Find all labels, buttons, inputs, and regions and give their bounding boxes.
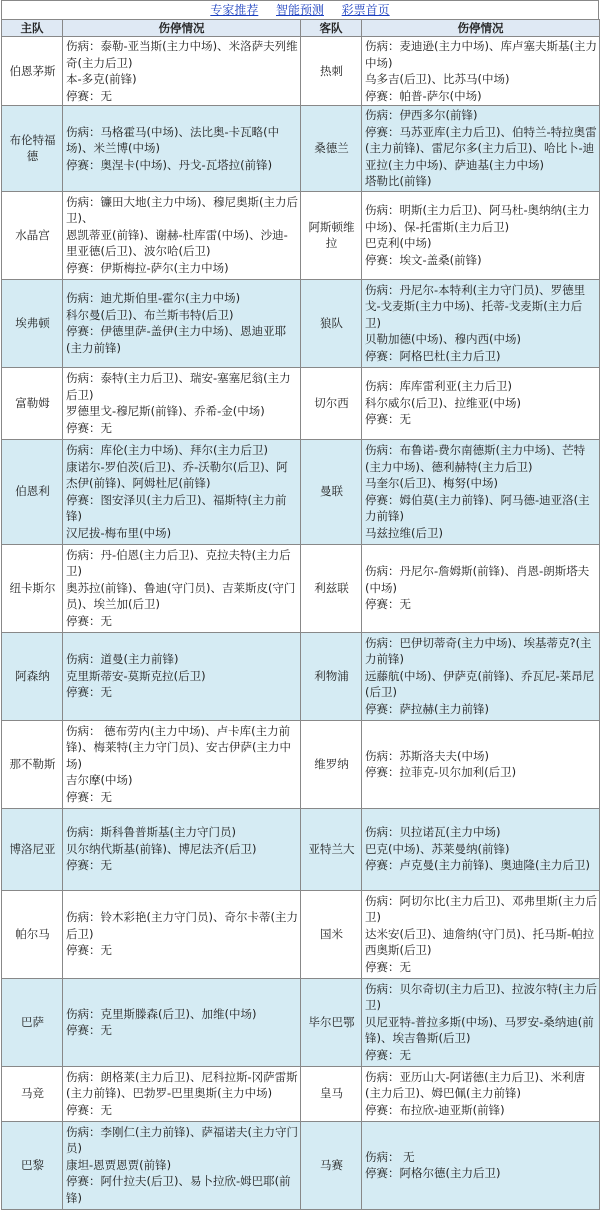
away-injury-info — [362, 279, 600, 367]
injury-line: 停赛：萨拉赫(主力前锋) — [365, 701, 489, 716]
injury-line: 康诺尔-罗伯茨(后卫)、乔-沃勒尔(后卫)、阿杰伊(前锋)、阿姆杜尼(前锋) — [66, 459, 288, 490]
injury-line: 停赛：埃文-盖桑(前锋) — [365, 252, 482, 267]
injury-line: 伤病：李刚仁(主力前锋)、萨福诺夫(主力守门员) — [66, 1124, 298, 1156]
away-team-name: 狼队 — [301, 279, 362, 367]
home-team-name: 布伦特福德 — [2, 106, 63, 192]
away-injury-info — [362, 890, 600, 978]
home-injury-info — [63, 544, 301, 632]
injury-line: 伤病：丹尼尔-本特利(主力守门员)、罗德里戈-戈麦斯(主力中场)、托蒂-戈麦斯(主力后卫) — [365, 282, 586, 330]
injury-line: 塔勒比(前锋) — [365, 174, 432, 188]
injury-line: 本-多克(前锋) — [66, 72, 137, 86]
injury-line: 伤病：伊西多尔(前锋) — [365, 108, 478, 122]
injury-line: 康坦-恩贾恩贾(前锋) — [66, 1157, 172, 1172]
table-row — [2, 1121, 600, 1209]
home-team-name: 帕尔马 — [2, 890, 63, 978]
injury-line: 停赛：无 — [365, 597, 411, 612]
home-team-name: 伯恩茅斯 — [2, 37, 63, 106]
injury-report — [1, 0, 599, 1210]
table-row — [2, 1066, 600, 1121]
home-injury-info — [63, 191, 301, 279]
home-team-name: 阿森纳 — [2, 632, 63, 720]
injury-line: 停赛：布拉欣-迪亚斯(前锋) — [365, 1102, 505, 1117]
injury-line: 停赛：阿什拉夫(后卫)、易卜拉欣-姆巴耶(前锋) — [66, 1174, 291, 1205]
injury-line: 贝勒加德(中场)、穆内西(中场) — [365, 332, 521, 347]
table-row — [2, 106, 600, 192]
injury-line: 科尔曼(后卫)、布兰斯韦特(后卫) — [66, 307, 234, 322]
away-team-name: 维罗纳 — [301, 720, 362, 808]
injury-line: 马兹拉维(后卫) — [365, 525, 443, 540]
home-team-name: 埃弗顿 — [2, 279, 63, 367]
table-row — [2, 367, 600, 439]
home-injury-info — [63, 106, 301, 192]
table-header-row — [2, 20, 600, 37]
injury-line: 伤病：克里斯滕森(后卫)、加维(中场) — [66, 1006, 257, 1021]
injury-line: 恩凯蒂亚(前锋)、谢赫-杜库雷(中场)、沙迪-里亚德(后卫)、波尔哈(后卫) — [66, 227, 288, 259]
injury-line: 停赛：伊德里萨-盖伊(主力中场)、恩迪亚耶(主力前锋) — [66, 324, 287, 355]
table-row — [2, 808, 600, 890]
away-injury-info — [362, 439, 600, 544]
home-team-name: 纽卡斯尔 — [2, 544, 63, 632]
table-row — [2, 890, 600, 978]
injury-line: 停赛：姆伯莫(主力前锋)、阿马德-迪亚洛(主力前锋) — [365, 492, 590, 523]
top-nav — [1, 0, 599, 19]
table-row — [2, 37, 600, 106]
away-team-name: 亚特兰大 — [301, 808, 362, 890]
injury-line: 停赛：帕普-萨尔(中场) — [365, 88, 482, 103]
injury-line: 伤病：道曼(主力前锋) — [66, 652, 179, 667]
injury-line: 停赛：马苏亚库(主力后卫)、伯特兰-特拉奥雷(主力前锋)、雷尼尔多(主力后卫)、哈比卜-迪亚拉(主力中场)、萨迪基(主力中场) — [365, 124, 597, 172]
away-injury-info — [362, 106, 600, 192]
injury-line: 伤病：贝拉诺瓦(主力中场) — [365, 825, 501, 840]
home-injury-info — [63, 1066, 301, 1121]
away-injury-info — [362, 1066, 600, 1121]
away-team-name: 切尔西 — [301, 367, 362, 439]
nav-link-lottery-home[interactable]: 彩票首页 — [341, 3, 390, 17]
table-row — [2, 632, 600, 720]
injury-line: 巴克利(中场) — [365, 236, 432, 250]
home-injury-info — [63, 978, 301, 1066]
injury-line: 停赛：图安泽贝(主力后卫)、福斯特(主力前锋) — [66, 492, 287, 523]
injury-line: 达米安(后卫)、迪詹纳(守门员)、托马斯-帕拉西奥斯(后卫) — [365, 926, 595, 958]
table-row — [2, 279, 600, 367]
away-injury-info — [362, 37, 600, 106]
header-away-info: 伤停情况 — [362, 20, 600, 37]
injury-line: 停赛：无 — [66, 1023, 112, 1037]
injury-line: 伤病：迪尤斯伯里-霍尔(主力中场) — [66, 291, 241, 305]
injury-line: 伤病：明斯(主力后卫)、阿马杜-奥纳纳(主力中场)、保-托雷斯(主力后卫) — [365, 203, 590, 234]
away-team-name: 曼联 — [301, 439, 362, 544]
injury-line: 伤病： 德布劳内(主力中场)、卢卡库(主力前锋)、梅莱特(主力守门员)、安古伊萨(主力中场) — [66, 723, 291, 771]
home-injury-info — [63, 808, 301, 890]
injury-line: 伤病：斯科鲁普斯基(主力守门员) — [66, 825, 236, 840]
injury-line: 罗德里戈-穆尼斯(前锋)、乔希-金(中场) — [66, 404, 265, 418]
injury-line: 马奎尔(后卫)、梅努(中场) — [365, 476, 498, 490]
injury-line: 停赛：无 — [365, 959, 411, 974]
injury-line: 停赛：阿格尔德(主力后卫) — [365, 1166, 501, 1180]
injury-line: 汉尼拔-梅布里(中场) — [66, 525, 172, 540]
injury-line: 伤病：巴伊切蒂奇(主力中场)、埃基蒂克?(主力前锋) — [365, 635, 592, 667]
injury-line: 停赛：拉菲克-贝尔加利(后卫) — [365, 765, 517, 779]
away-injury-info — [362, 720, 600, 808]
injury-line: 停赛：无 — [66, 943, 112, 958]
injury-line: 乌多吉(后卫)、比苏马(中场) — [365, 72, 510, 86]
injury-line: 吉尔摩(中场) — [66, 773, 133, 788]
injury-table — [1, 19, 600, 1210]
away-injury-info — [362, 191, 600, 279]
away-injury-info — [362, 367, 600, 439]
injury-line: 停赛：无 — [66, 858, 112, 873]
injury-line: 停赛：无 — [365, 412, 411, 427]
table-row — [2, 439, 600, 544]
injury-line: 伤病：泰勒-亚当斯(主力中场)、米洛萨夫列维奇(主力后卫) — [66, 39, 298, 70]
injury-line: 伤病：布鲁诺-费尔南德斯(主力中场)、芒特(主力中场)、德利赫特(主力后卫) — [365, 443, 586, 474]
injury-line: 伤病：泰特(主力后卫)、瑞安-塞塞尼翁(主力后卫) — [66, 371, 291, 402]
away-team-name: 毕尔巴鄂 — [301, 978, 362, 1066]
home-injury-info — [63, 890, 301, 978]
injury-line: 伤病：阿切尔比(主力后卫)、邓弗里斯(主力后卫) — [365, 893, 597, 925]
home-injury-info — [63, 720, 301, 808]
table-row — [2, 544, 600, 632]
table-row — [2, 978, 600, 1066]
home-team-name: 伯恩利 — [2, 439, 63, 544]
away-team-name: 热刺 — [301, 37, 362, 106]
home-team-name: 富勒姆 — [2, 367, 63, 439]
home-team-name: 巴黎 — [2, 1121, 63, 1209]
injury-line: 远藤航(中场)、伊萨克(前锋)、乔瓦尼-莱昂尼(后卫) — [365, 668, 595, 700]
away-injury-info — [362, 632, 600, 720]
injury-line: 停赛：无 — [365, 1047, 411, 1062]
injury-line: 停赛：阿格巴杜(主力后卫) — [365, 348, 501, 363]
home-injury-info — [63, 1121, 301, 1209]
table-row — [2, 720, 600, 808]
injury-line: 伤病：贝尔奇切(主力后卫)、拉波尔特(主力后卫) — [365, 981, 597, 1013]
injury-line: 停赛：无 — [66, 613, 112, 628]
injury-line: 停赛：无 — [66, 789, 112, 804]
home-team-name: 博洛尼亚 — [2, 808, 63, 890]
injury-line: 克里斯蒂安-莫斯克拉(后卫) — [66, 668, 206, 683]
home-injury-info — [63, 279, 301, 367]
injury-line: 停赛：无 — [66, 420, 112, 435]
table-body — [2, 37, 600, 1210]
injury-line: 贝尼亚特-普拉多斯(中场)、马罗安-桑纳迪(前锋)、埃吉鲁斯(后卫) — [365, 1014, 594, 1046]
injury-line: 停赛：无 — [66, 685, 112, 700]
away-injury-info — [362, 808, 600, 890]
home-injury-info — [63, 367, 301, 439]
away-team-name: 桑德兰 — [301, 106, 362, 192]
injury-line: 伤病：麦迪逊(主力中场)、库卢塞夫斯基(主力中场) — [365, 39, 597, 70]
nav-link-expert-recommend[interactable]: 专家推荐 — [210, 3, 259, 17]
injury-line: 奥苏拉(前锋)、鲁迪(守门员)、吉莱斯皮(守门员)、埃兰加(后卫) — [66, 580, 296, 612]
injury-line: 巴克(中场)、苏莱曼纳(前锋) — [365, 841, 510, 856]
injury-line: 伤病：马格霍马(中场)、法比奥-卡瓦略(中场)、米兰博(中场) — [66, 124, 280, 155]
nav-link-smart-predict[interactable]: 智能预测 — [275, 3, 324, 17]
away-team-name: 阿斯顿维拉 — [301, 191, 362, 279]
injury-line: 伤病：丹-伯恩(主力后卫)、克拉夫特(主力后卫) — [66, 547, 291, 579]
header-home: 主队 — [2, 20, 63, 37]
injury-line: 伤病：苏斯洛夫夫(中场) — [365, 748, 489, 763]
home-injury-info — [63, 37, 301, 106]
injury-line: 停赛：卢克曼(主力前锋)、奥迪隆(主力后卫) — [365, 858, 590, 873]
injury-line: 伤病：镰田大地(主力中场)、穆尼奥斯(主力后卫)、 — [66, 194, 298, 226]
home-injury-info — [63, 632, 301, 720]
away-injury-info — [362, 978, 600, 1066]
injury-line: 伤病：库库雷利亚(主力后卫) — [365, 379, 512, 394]
injury-line: 伤病：亚历山大-阿诺德(主力后卫)、米利唐(主力后卫)、姆巴佩(主力前锋) — [365, 1069, 586, 1101]
away-team-name: 利兹联 — [301, 544, 362, 632]
home-team-name: 巴萨 — [2, 978, 63, 1066]
injury-line: 停赛：伊斯梅拉-萨尔(主力中场) — [66, 260, 229, 275]
header-home-info: 伤停情况 — [63, 20, 301, 37]
away-team-name: 国米 — [301, 890, 362, 978]
injury-line: 停赛：无 — [66, 1102, 112, 1117]
home-team-name: 水晶宫 — [2, 191, 63, 279]
injury-line: 贝尔纳代斯基(前锋)、博尼法齐(后卫) — [66, 841, 257, 856]
header-away: 客队 — [301, 20, 362, 37]
injury-line: 停赛：无 — [66, 88, 112, 103]
table-row — [2, 191, 600, 279]
away-team-name: 利物浦 — [301, 632, 362, 720]
home-team-name: 马竞 — [2, 1066, 63, 1121]
injury-line: 伤病： 无 — [365, 1149, 415, 1164]
home-injury-info — [63, 439, 301, 544]
away-injury-info — [362, 1121, 600, 1209]
home-team-name: 那不勒斯 — [2, 720, 63, 808]
injury-line: 停赛：奥涅卡(中场)、丹戈-瓦塔拉(前锋) — [66, 157, 273, 172]
injury-line: 伤病：铃木彩艳(主力守门员)、奇尔卡蒂(主力后卫) — [66, 910, 298, 941]
injury-line: 伤病：丹尼尔-詹姆斯(前锋)、肖恩-朗斯塔夫(中场) — [365, 564, 590, 595]
away-injury-info — [362, 544, 600, 632]
injury-line: 伤病：库伦(主力中场)、拜尔(主力后卫) — [66, 443, 268, 457]
injury-line: 科尔威尔(后卫)、拉维亚(中场) — [365, 395, 521, 410]
away-team-name: 皇马 — [301, 1066, 362, 1121]
injury-line: 伤病：朗格莱(主力后卫)、尼科拉斯-冈萨雷斯(主力前锋)、巴勃罗-巴里奥斯(主力中场) — [66, 1069, 298, 1101]
away-team-name: 马赛 — [301, 1121, 362, 1209]
